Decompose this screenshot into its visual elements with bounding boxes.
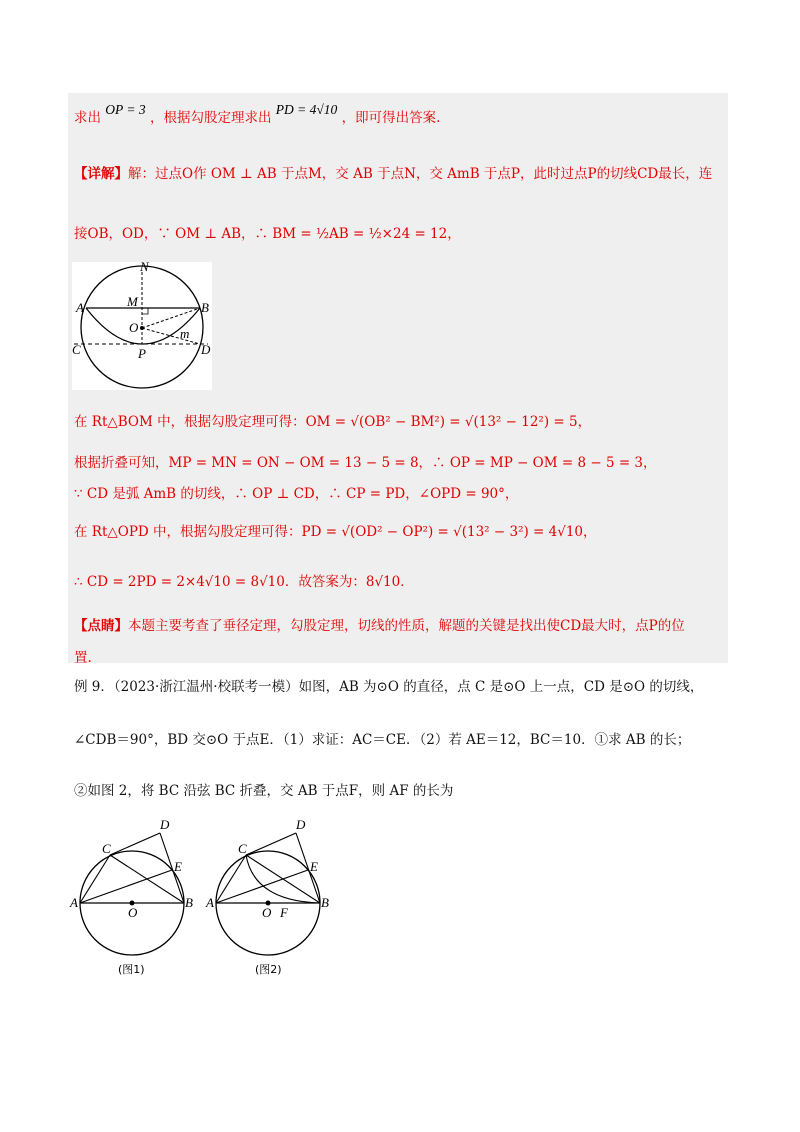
detail-tag: 【详解】: [74, 166, 128, 182]
label-D: D: [201, 342, 211, 357]
fig2-left-label-C: C: [102, 841, 111, 856]
label-C: C: [72, 342, 81, 357]
solution-line-1: 求出 OP = 3 ，根据勾股定理求出 PD = 4√10 ，即可得出答案.: [74, 102, 441, 126]
solution-line-6: ∵ CD 是弧 AmB 的切线，∴ OP ⊥ CD，∴ CP = PD，∠OPD = 90°，: [74, 486, 519, 502]
example9-line-2: ∠CDB＝90°，BD 交⊙O 于点E．（1）求证：AC＝CE．（2）若 AE＝12，BC＝10．①求 AB 的长；: [74, 732, 691, 748]
label-P: P: [138, 346, 146, 361]
solution-line-9: 【点睛】本题主要考查了垂径定理，勾股定理，切线的性质，解题的关键是找出使CD最大时，点P的位: [74, 618, 685, 634]
label-N: N: [140, 262, 149, 274]
example9-line-1: 例 9．（2023·浙江温州·校联考一模）如图，AB 为⊙O 的直径，点 C 是⊙O 上一点，CD 是⊙O 的切线，: [74, 679, 704, 695]
label-M: M: [127, 294, 138, 309]
fig2-left-caption: (图1): [118, 963, 145, 976]
example9-line-3: ②如图 2，将 BC 沿弦 BC 折叠，交 AB 于点F，则 AF 的长为: [74, 783, 454, 799]
label-A: A: [76, 300, 84, 315]
fig2-left-label-B: B: [185, 895, 193, 910]
fig2-right-label-E: E: [310, 859, 318, 874]
fig2-right-label-C: C: [238, 841, 247, 856]
fig2-left-label-E: E: [174, 859, 182, 874]
solution-line-10: 置.: [74, 650, 92, 666]
fig2-right-label-F: F: [280, 905, 288, 920]
fig2-right-caption: (图2): [255, 963, 282, 976]
solution-line-7: 在 Rt△OPD 中，根据勾股定理可得：PD = √(OD² − OP²) = √(13² − 3²) = 4√10，: [74, 524, 597, 540]
solution-line-8: ∴ CD = 2PD = 2×4√10 = 8√10．故答案为：8√10．: [74, 574, 414, 590]
fig2-left-label-A: A: [70, 895, 78, 910]
label-O: O: [129, 320, 139, 335]
solution-line-4: 在 Rt△BOM 中，根据勾股定理可得：OM = √(OB² − BM²) = √(13² − 12²) = 5，: [74, 414, 592, 430]
fig2-left-label-D: D: [160, 817, 170, 832]
solution-line-2: 【详解】解：过点O作 OM ⊥ AB 于点M，交 AB 于点N，交 AmB 于点P，此时过点P的切线CD最长，连: [74, 166, 713, 182]
fig2-right-label-B: B: [321, 895, 329, 910]
fig2-right-label-O: O: [262, 905, 272, 920]
fig2-right-label-D: D: [296, 817, 306, 832]
solution-line-5: 根据折叠可知，MP = MN = ON − OM = 13 − 5 = 8，∴ OP = MP − OM = 8 − 5 = 3，: [74, 455, 657, 471]
label-m: m: [180, 326, 190, 341]
solution-line-3: 接OB，OD，∵ OM ⊥ AB，∴ BM = ½AB = ½×24 = 12，: [74, 226, 461, 242]
figure-example9: [68, 815, 353, 985]
figure-circle-fold: [72, 262, 212, 390]
fig2-left-label-O: O: [128, 905, 138, 920]
label-B: B: [201, 300, 209, 315]
remark-tag: 【点睛】: [74, 618, 128, 634]
fig2-right-label-A: A: [206, 895, 214, 910]
